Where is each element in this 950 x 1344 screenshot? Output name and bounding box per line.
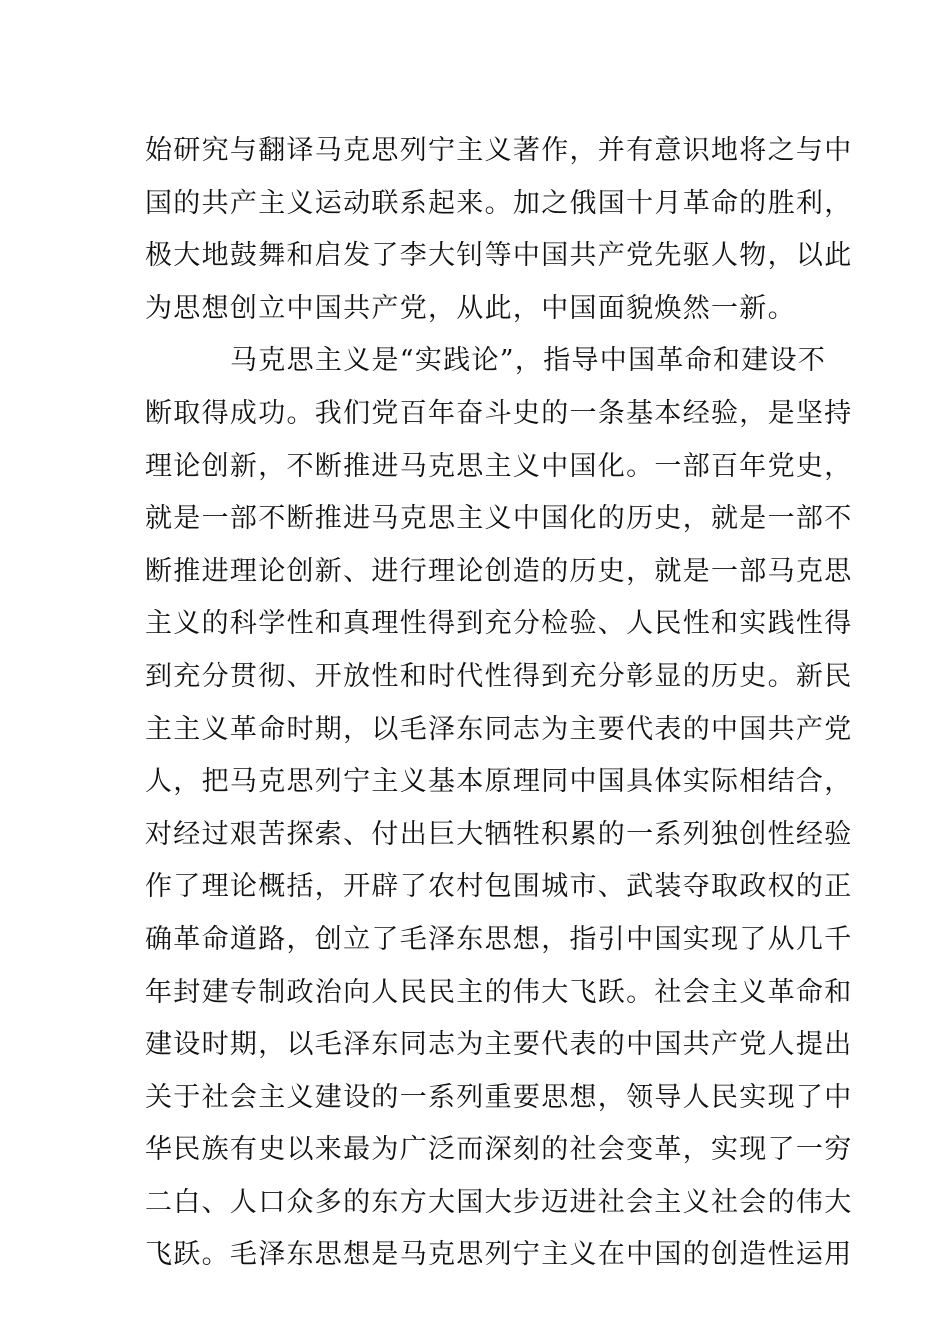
text-line: 人，把马克思列宁主义基本原理同中国具体实际相结合， (145, 766, 853, 798)
text-line: 关于社会主义建设的一系列重要思想，领导人民实现了中 (145, 1081, 853, 1113)
text-line: 主主义革命时期，以毛泽东同志为主要代表的中国共产党 (145, 713, 853, 745)
text-line: 确革命道路，创立了毛泽东思想，指引中国实现了从几千 (145, 923, 853, 955)
text-line: 国的共产主义运动联系起来。加之俄国十月革命的胜利， (145, 187, 853, 219)
text-line: 为思想创立中国共产党，从此，中国面貌焕然一新。 (145, 292, 796, 324)
text-line: 主义的科学性和真理性得到充分检验、人民性和实践性得 (145, 608, 853, 640)
text-line: 就是一部不断推进马克思主义中国化的历史，就是一部不 (145, 503, 853, 535)
body-text (145, 125, 853, 1282)
text-line: 始研究与翻译马克思列宁主义著作，并有意识地将之与中 (145, 135, 853, 166)
text-line: 理论创新，不断推进马克思主义中国化。一部百年党史， (145, 450, 853, 482)
text-line: 华民族有史以来最为广泛而深刻的社会变革，实现了一穷 (145, 1134, 853, 1166)
text-line: 断取得成功。我们党百年奋斗史的一条基本经验，是坚持 (145, 397, 853, 429)
text-line: 作了理论概括，开辟了农村包围城市、武装夺取政权的正 (145, 871, 853, 903)
text-line: 二白、人口众多的东方大国大步迈进社会主义社会的伟大 (145, 1186, 853, 1218)
text-line: 建设时期，以毛泽东同志为主要代表的中国共产党人提出 (145, 1029, 853, 1061)
text-line: 断推进理论创新、进行理论创造的历史，就是一部马克思 (145, 555, 853, 587)
text-line: 飞跃。毛泽东思想是马克思列宁主义在中国的创造性运用 (145, 1239, 853, 1271)
text-line: 年封建专制政治向人民民主的伟大飞跃。社会主义革命和 (145, 976, 853, 1008)
text-line: 到充分贯彻、开放性和时代性得到充分彰显的历史。新民 (145, 660, 853, 692)
text-line: 极大地鼓舞和启发了李大钊等中国共产党先驱人物，以此 (145, 240, 853, 272)
paragraph-first-line: 马克思主义是“实践论”，指导中国革命和建设不 (230, 345, 827, 377)
text-line: 对经过艰苦探索、付出巨大牺牲积累的一系列独创性经验 (145, 818, 853, 850)
